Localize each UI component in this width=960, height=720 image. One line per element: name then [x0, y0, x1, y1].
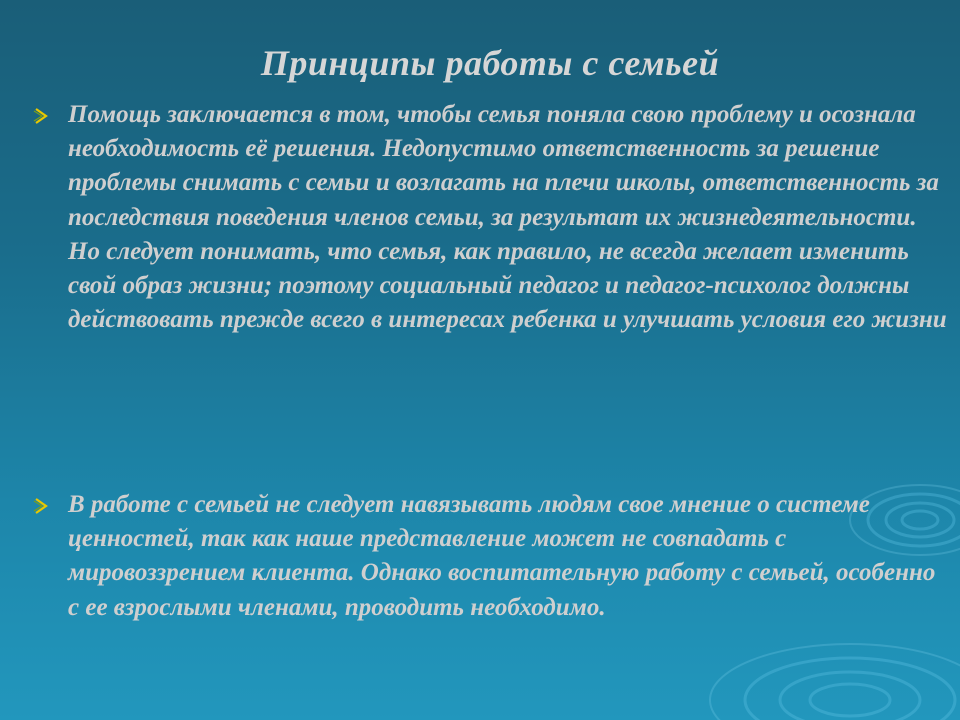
chevron-right-icon	[33, 107, 49, 125]
slide-title: Принципы работы с семьей	[260, 43, 720, 83]
bullet-text-2: В работе с семьей не следует навязывать людям свое мнение о системе ценностей, так как наше представление может не совпадать с мировоззрением клиента. Однако воспитательную работу с семьей, особенно с ее взрослыми членами, проводить необходимо.	[68, 491, 936, 621]
bullet-text-1: Помощь заключается в том, чтобы семья поняла свою проблему и осознала необходимость её решения. Недопустимо ответственность за решение проблемы снимать с семьи и возлагать на плечи школы, ответственность за последствия поведения членов семьи, за результат их жизнедеятельности. Но следует понимать, что семья, как правило, не всегда желает изменить свой образ жизни; поэтому социальный педагог и педагог-психолог должны действовать прежде всего в интересах ребенка и улучшать условия его жизни	[68, 101, 947, 334]
chevron-right-icon	[33, 497, 49, 515]
